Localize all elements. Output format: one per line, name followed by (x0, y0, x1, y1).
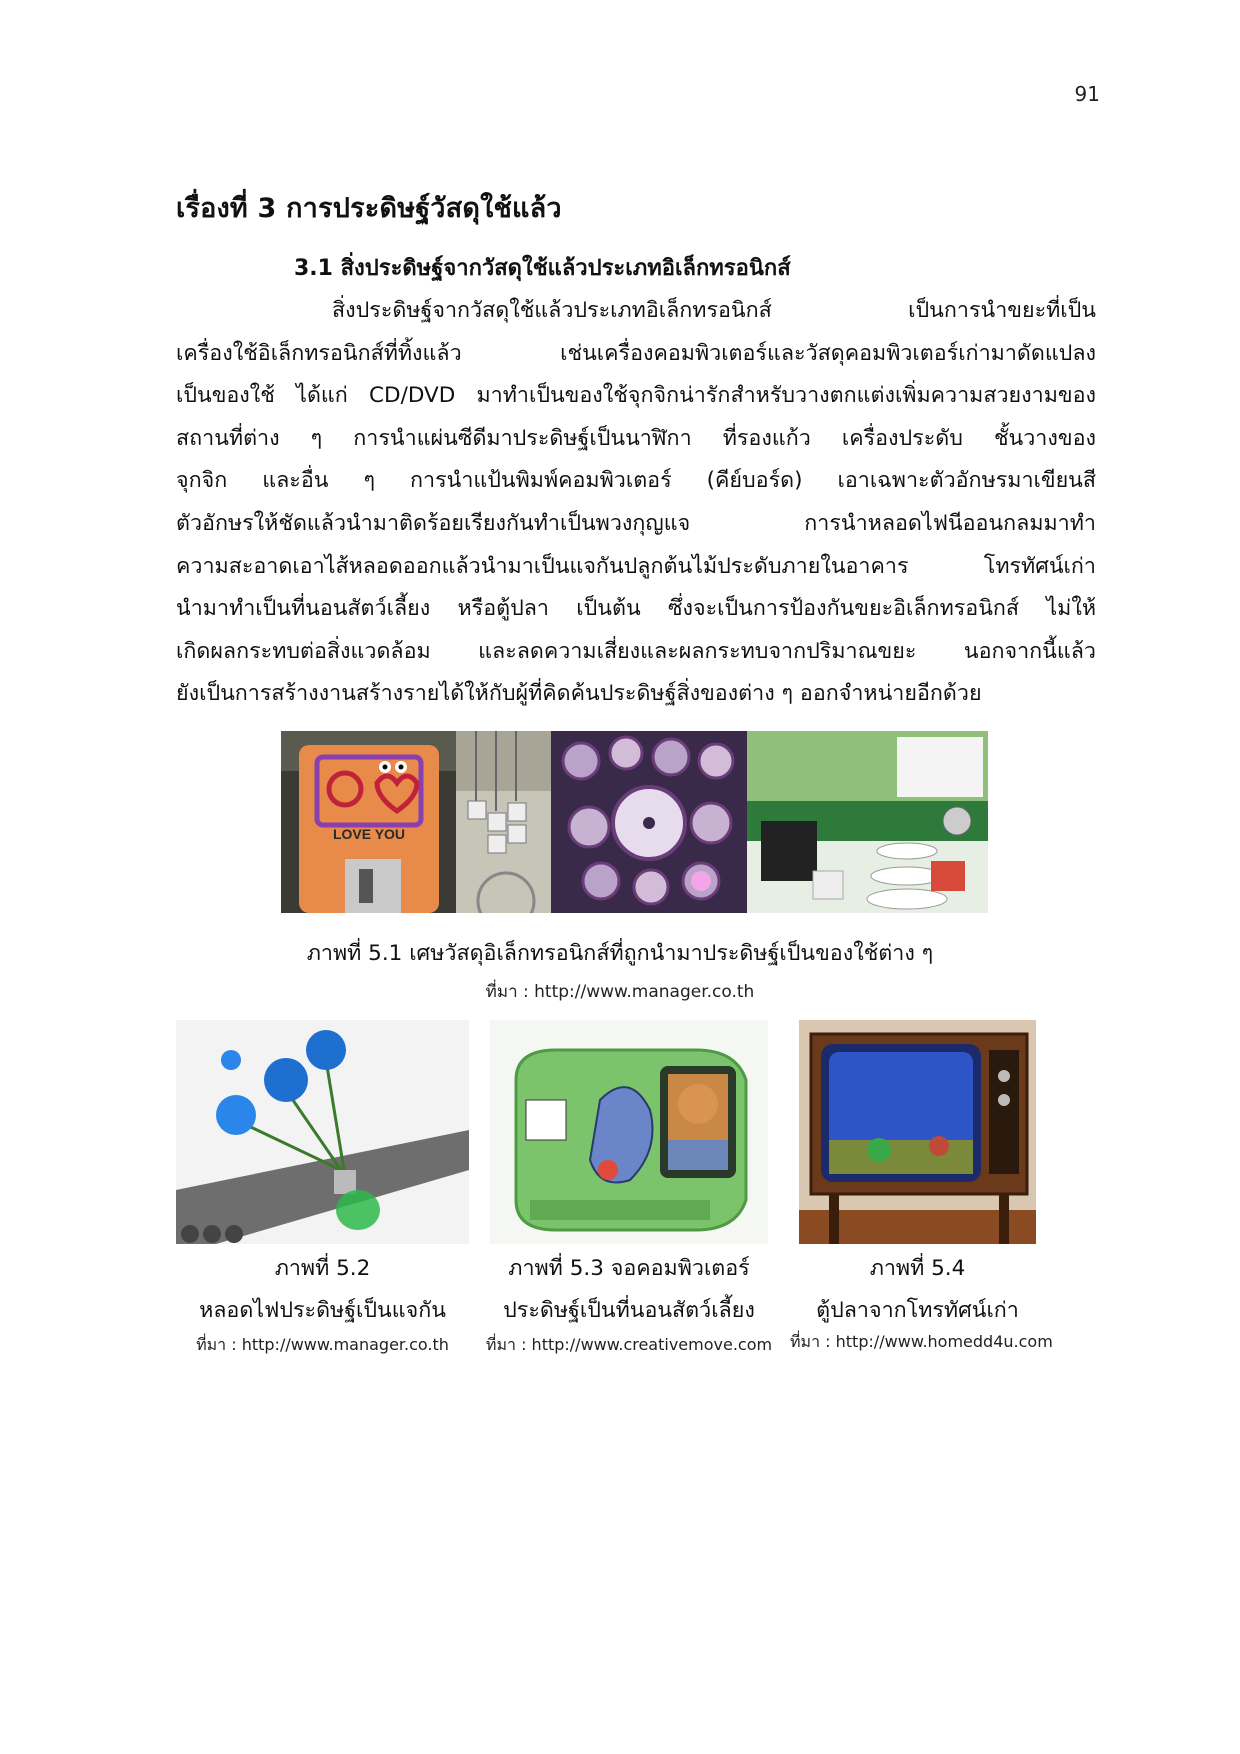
figure-5-2-source: ที่มา : http://www.manager.co.th (196, 1335, 449, 1354)
page-number: 91 (1074, 82, 1100, 106)
paragraph-line: จุกจิก และอื่น ๆ การนำแป้นพิมพ์คอมพิวเตอร์ (คีย์บอร์ด) เอาเฉพาะตัวอักษรมาเขียนสี (176, 468, 1096, 494)
paragraph-line: สิ่งประดิษฐ์จากวัสดุใช้แล้วประเภทอิเล็กทรอนิกส์ เป็นการนำขยะที่เป็น (332, 298, 1096, 323)
paragraph-line: เครื่องใช้อิเล็กทรอนิกส์ที่ทิ้งแล้ว เช่นเครื่องคอมพิวเตอร์และวัสดุคอมพิวเตอร์เก่ามาดัดแปลง (176, 340, 1096, 366)
section-heading: 3.1 สิ่งประดิษฐ์จากวัสดุใช้แล้วประเภทอิเล็กทรอนิกส์ (294, 256, 791, 281)
figure-5-3-title: ประดิษฐ์เป็นที่นอนสัตว์เลี้ยง (503, 1298, 755, 1323)
figure-5-2-caption (150, 1248, 495, 1332)
figure-5-1-source: ที่มา : http://www.manager.co.th (485, 982, 755, 1002)
cd-shelf-exhibit-photo (747, 731, 988, 913)
paragraph-line: ยังเป็นการสร้างงานสร้างรายได้ให้กับผู้ที่คิดค้นประดิษฐ์สิ่งของต่าง ๆ ออกจำหน่ายอีกด้วย (176, 681, 982, 707)
keyboard-keychain-photo (456, 731, 551, 913)
bulb-vase-photo (176, 1020, 469, 1244)
figure-5-4-number: ภาพที่ 5.4 (869, 1256, 966, 1281)
figure-5-1-caption: ภาพที่ 5.1 เศษวัสดุอิเล็กทรอนิกส์ที่ถูกนำมาประดิษฐ์เป็นของใช้ต่าง ๆ (306, 941, 934, 966)
figure-5-3-caption (468, 1248, 790, 1332)
figure-5-4-title: ตู้ปลาจากโทรทัศน์เก่า (816, 1298, 1019, 1323)
paragraph-line: ตัวอักษรให้ชัดแล้วนำมาติดร้อยเรียงกันทำเป็นพวงกุญแจ การนำหลอดไฟนีออนกลมมาทำ (176, 510, 1096, 536)
tv-aquarium-photo (799, 1020, 1036, 1244)
body-paragraph (176, 290, 1096, 716)
figure-5-1-photo-strip (281, 731, 988, 913)
figure-5-3-number: ภาพที่ 5.3 จอคอมพิวเตอร์ (508, 1256, 750, 1281)
figure-5-4-source: ที่มา : http://www.homedd4u.com (790, 1332, 1053, 1351)
chapter-heading: เรื่องที่ 3 การประดิษฐ์วัสดุใช้แล้ว (176, 193, 562, 224)
figure-5-2-number: ภาพที่ 5.2 (274, 1256, 371, 1281)
figure-5-4-caption (790, 1248, 1045, 1332)
figure-5-2-title: หลอดไฟประดิษฐ์เป็นแจกัน (199, 1298, 446, 1323)
paragraph-line: นำมาทำเป็นที่นอนสัตว์เลี้ยง หรือตู้ปลา เป็นต้น ซึ่งจะเป็นการป้องกันขยะอิเล็กทรอนิกส์ ไม่ให้ (176, 596, 1096, 622)
paragraph-line: สถานที่ต่าง ๆ การนำแผ่นซีดีมาประดิษฐ์เป็นนาฬิกา ที่รองแก้ว เครื่องประดับ ชั้นวางของ (176, 425, 1096, 451)
cd-clock-photo (551, 731, 747, 913)
monitor-pet-bed-photo (490, 1020, 768, 1244)
paragraph-line: เป็นของใช้ ได้แก่ CD/DVD มาทำเป็นของใช้จุกจิกน่ารักสำหรับวางตกแต่งเพิ่มความสวยงามของ (176, 383, 1096, 409)
paragraph-line: เกิดผลกระทบต่อสิ่งแวดล้อม และลดความเสี่ยงและผลกระทบจากปริมาณขยะ นอกจากนี้แล้ว (176, 638, 1096, 664)
paragraph-line: ความสะอาดเอาไส้หลอดออกแล้วนำมาเป็นแจกันปลูกต้นไม้ประดับภายในอาคาร โทรทัศน์เก่า (176, 553, 1096, 579)
figure-5-3-source: ที่มา : http://www.creativemove.com (485, 1335, 773, 1354)
floppy-disk-frame-photo (281, 731, 456, 913)
love-you-text: LOVE YOU (332, 826, 406, 842)
